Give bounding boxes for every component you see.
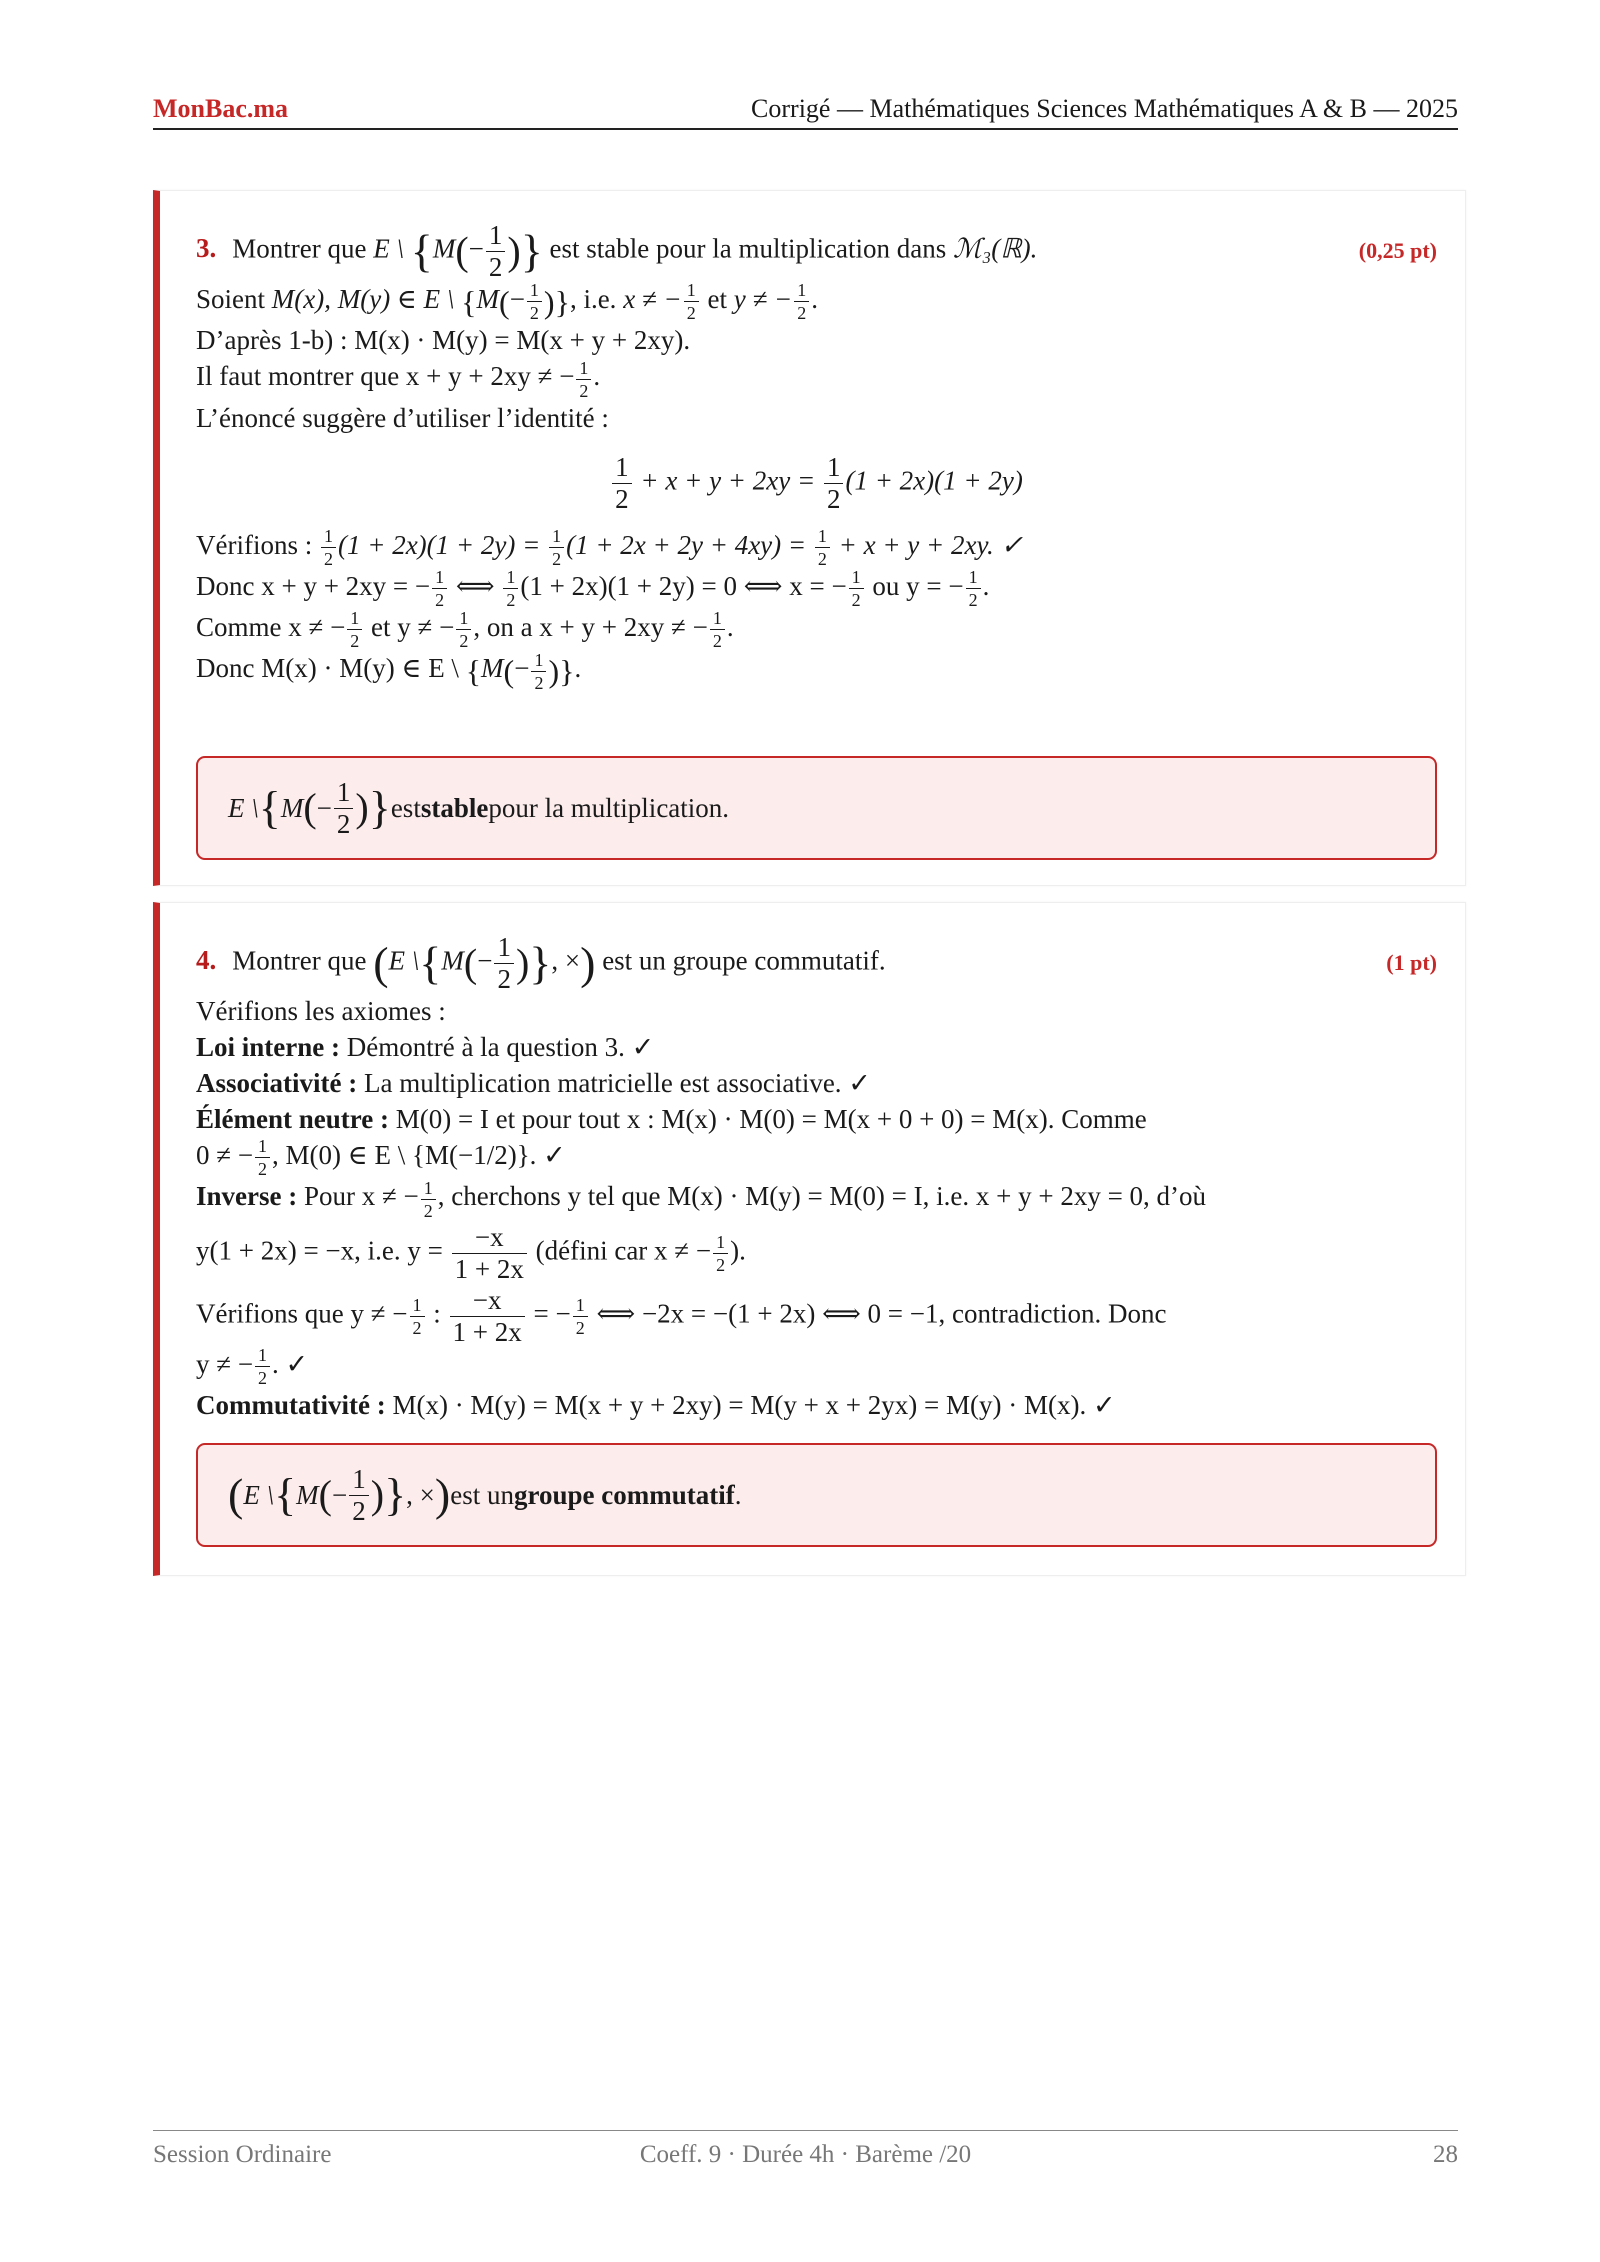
text-line: Élément neutre : M(0) = I et pour tout x : M(x) · M(0) = M(x + 0 + 0) = M(x). Comme bbox=[196, 1104, 1147, 1134]
text-line: 0 ≠ − $\frac{1}{2}$ , M(0) ∈ E \ {M(−1/2)}. ✓ bbox=[196, 1136, 566, 1180]
question-4-card bbox=[153, 902, 1466, 1576]
text-line: Vérifions : $\frac{1}{2}$ (1 + 2x)(1 + 2y) = $\frac{1}{2}$ (1 + 2x + 2y + 4xy) = $\frac{1}{2}$ + x + y + 2xy. ✓ bbox=[196, 525, 1024, 569]
points-badge: (0,25 pt) bbox=[1358, 238, 1437, 263]
footer-session: Session Ordinaire bbox=[153, 2141, 332, 2168]
result-box: E \ { M ( − $\frac{1}{2}$ ) } est stable pour la multiplication. bbox=[196, 756, 1437, 860]
text-line: Donc M(x) · M(y) ∈ E \ {M(− $\frac{1}{2}$ )}. bbox=[196, 649, 582, 693]
page-number: 28 bbox=[1433, 2141, 1458, 2168]
page-header bbox=[153, 88, 1458, 130]
result-box: ( E \ { M ( − $\frac{1}{2}$ ) } , × ) est un groupe commutatif . bbox=[196, 1443, 1437, 1547]
text-line: y(1 + 2x) = −x, i.e. y = $\frac{-x}{1 + 2x}$ (défini car x ≠ − $\frac{1}{2}$ ). bbox=[196, 1221, 746, 1284]
question-number: 3. bbox=[196, 233, 217, 264]
text-line: Soient M(x), M(y) ∈ E \ {M(− $\frac{1}{2}$ )}, i.e. x ≠ − $\frac{1}{2}$ et y ≠ − $\frac{1}{2}$ . bbox=[196, 280, 818, 324]
text-line: Vérifions que y ≠ − $\frac{1}{2}$ : $\frac{-x}{1 + 2x}$ = − $\frac{1}{2}$ ⟺ −2x = −(1 + 2x) ⟺ 0 = −1, contradiction. Donc bbox=[196, 1284, 1167, 1347]
text-line: y ≠ − $\frac{1}{2}$ . ✓ bbox=[196, 1344, 309, 1388]
question-number: 4. bbox=[196, 945, 217, 976]
text-line: L’énoncé suggère d’utiliser l’identité : bbox=[196, 402, 609, 433]
question-3-statement: 3. Montrer que E \ {M(− $\frac{1}{2}$ )} est stable pour la multiplication dans ℳ₃(ℝ). (0,25 pt) bbox=[196, 219, 1437, 282]
brand-logo: MonBac.ma bbox=[153, 94, 289, 123]
footer-info: Coeff. 9 · Durée 4h · Barème /20 bbox=[639, 2141, 972, 2168]
text-line: Inverse : Pour x ≠ − $\frac{1}{2}$ , cherchons y tel que M(x) · M(y) = M(0) = I, i.e. x + y + 2xy = 0, d’où bbox=[196, 1177, 1207, 1221]
points-badge: (1 pt) bbox=[1386, 950, 1437, 975]
text-line: Loi interne : Démontré à la question 3. ✓ bbox=[196, 1032, 655, 1062]
text-line: Vérifions les axiomes : bbox=[196, 996, 446, 1026]
text-line: Donc x + y + 2xy = − $\frac{1}{2}$ ⟺ $\frac{1}{2}$ (1 + 2x)(1 + 2y) = 0 ⟺ x = − $\frac{1}{2}$ ou y = − $\frac{1}{2}$ . bbox=[196, 567, 990, 611]
question-3-card bbox=[153, 190, 1466, 886]
question-4-statement: 4. Montrer que (E \{M(− $\frac{1}{2}$ )}, ×) est un groupe commutatif. (1 pt) bbox=[196, 931, 1437, 994]
identity-display: $\frac{1}{2}$ + x + y + 2xy = $\frac{1}{2}$ (1 + 2x)(1 + 2y) bbox=[196, 454, 1437, 513]
text-line: Il faut montrer que x + y + 2xy ≠ − $\frac{1}{2}$ . bbox=[196, 357, 601, 401]
text-line: Commutativité : M(x) · M(y) = M(x + y + 2xy) = M(y + x + 2yx) = M(y) · M(x). ✓ bbox=[196, 1389, 1116, 1420]
page-footer bbox=[153, 2130, 1458, 2169]
header-title: Corrigé — Mathématiques Sciences Mathématiques A & B — 2025 bbox=[751, 94, 1458, 123]
text-line: D’après 1-b) : M(x) · M(y) = M(x + y + 2xy). bbox=[196, 325, 691, 356]
text-line: Associativité : La multiplication matricielle est associative. ✓ bbox=[196, 1068, 871, 1098]
text-line: Comme x ≠ − $\frac{1}{2}$ et y ≠ − $\frac{1}{2}$ , on a x + y + 2xy ≠ − $\frac{1}{2}$ . bbox=[196, 608, 734, 652]
